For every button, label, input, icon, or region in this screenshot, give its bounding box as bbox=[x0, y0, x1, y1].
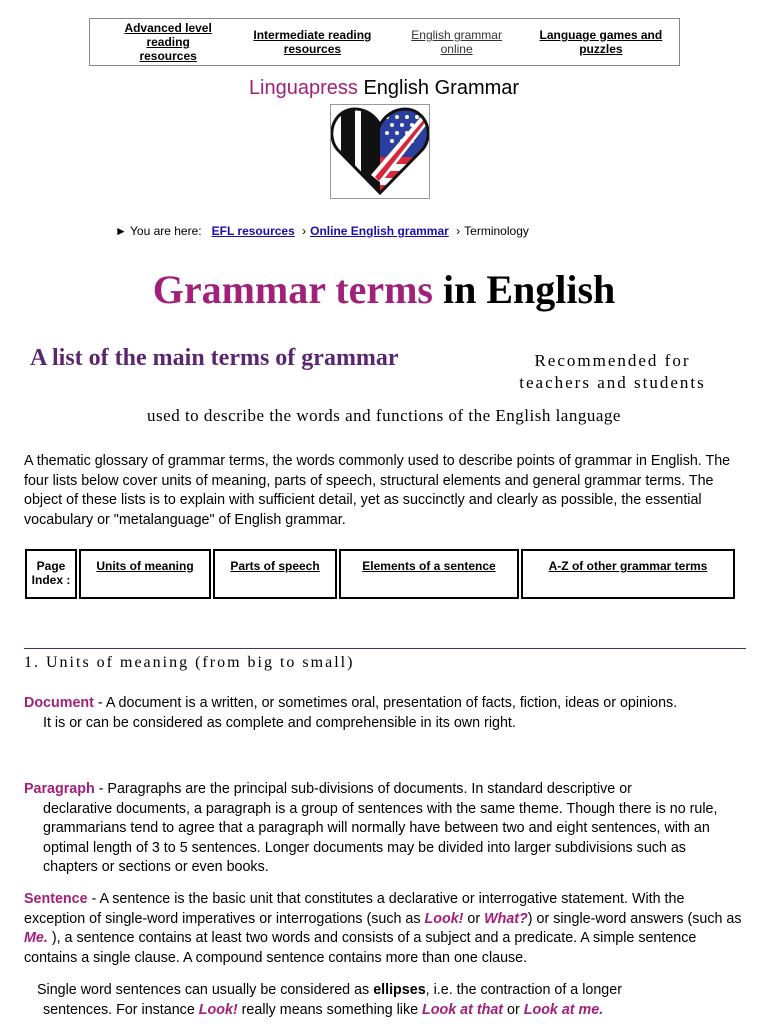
site-title bbox=[0, 77, 768, 100]
breadcrumb-separator: › bbox=[456, 224, 461, 238]
breadcrumb bbox=[115, 224, 529, 238]
top-navigation bbox=[89, 18, 680, 66]
recommendation-line-1: Recommended for bbox=[534, 351, 691, 370]
index-cell-units bbox=[79, 549, 211, 599]
flag-heart-logo[interactable] bbox=[330, 104, 430, 199]
example-look-2: Look! bbox=[198, 1001, 238, 1018]
term-paragraph: Paragraph bbox=[24, 781, 95, 797]
nav-advanced-reading-link[interactable]: Advanced level reading resources bbox=[124, 21, 212, 63]
page-index-label: Page Index : bbox=[25, 549, 77, 599]
breadcrumb-online-grammar-link[interactable]: Online English grammar bbox=[310, 224, 449, 238]
nav-language-games-link[interactable]: Language games and puzzles bbox=[539, 28, 663, 56]
section-divider bbox=[24, 648, 746, 649]
flag-heart-icon bbox=[331, 105, 429, 198]
entry-sentence: Sentence - A sentence is the basic unit that constitutes a declarative or interrogative statement. With the exception of single-word imperatives or interrogations (such as Look! or What?) or single-word answers (such as Me. ), a sentence contains at least two words and consists of a subject and a predicate. A simple sentence contains a single clause. A compound sentence contains more than one clause. bbox=[24, 891, 742, 966]
example-look-at-that: Look at that bbox=[422, 1001, 504, 1018]
example-look-at-me: Look at me. bbox=[523, 1001, 604, 1018]
index-az-grammar-terms-link[interactable]: A-Z of other grammar terms bbox=[548, 559, 708, 573]
index-elements-of-sentence-link[interactable]: Elements of a sentence bbox=[362, 559, 496, 573]
term-document: Document bbox=[24, 695, 94, 711]
entry-document: Document - A document is a written, or sometimes oral, presentation of facts, fiction, ideas or opinions. It is or can be considered as complete and comprehensible in its own right. bbox=[24, 695, 678, 731]
term-ellipses: ellipses bbox=[373, 982, 426, 998]
page-title bbox=[0, 266, 768, 313]
intro-paragraph: A thematic glossary of grammar terms, the words commonly used to describe points of grammar in English. The four lists below cover units of meaning, parts of speech, structural elements and general grammar terms. The object of these lists is to explain with sufficient detail, yet as succinctly and clearly as possible, the essential vocabulary or "metalanguage" of English grammar. bbox=[24, 453, 731, 528]
breadcrumb-current: Terminology bbox=[464, 224, 529, 238]
nav-grammar-online-link[interactable]: English grammar online bbox=[411, 28, 502, 56]
recommendation-line-2: teachers and students bbox=[519, 373, 706, 392]
page-title-highlight: Grammar terms bbox=[152, 267, 433, 312]
page-index-table bbox=[25, 549, 737, 599]
breadcrumb-prefix: ► You are here: bbox=[115, 224, 202, 238]
index-parts-of-speech-link[interactable]: Parts of speech bbox=[230, 559, 320, 573]
entry-paragraph: Paragraph - Paragraphs are the principal sub-divisions of documents. In standard descriptive or declarative documents, a paragraph is a group of sentences with the same theme. Though there is no rule, grammarians tend to agree that a paragraph will normally have between two and eight sentences, with an optimal length of 3 to 5 sentences. Longer documents may be divided into larger subdivisions such as chapters or sections or even books. bbox=[24, 781, 718, 875]
page-title-rest: in English bbox=[432, 267, 616, 312]
index-cell-az bbox=[521, 549, 735, 599]
section-title: 1. Units of meaning (from big to small) bbox=[24, 654, 355, 671]
entry-single-word-sentences: Single word sentences can usually be considered as ellipses, i.e. the contraction of a longer sentences. For instance Look! really means something like Look at that or Look at me. bbox=[37, 982, 622, 1018]
index-cell-parts bbox=[213, 549, 337, 599]
breadcrumb-separator: › bbox=[302, 224, 307, 238]
nav-intermediate-reading-link[interactable]: Intermediate reading resources bbox=[253, 28, 372, 56]
index-cell-elements bbox=[339, 549, 519, 599]
site-brand: Linguapress bbox=[248, 77, 358, 99]
example-me: Me. bbox=[24, 930, 48, 946]
subheading: A list of the main terms of grammar bbox=[30, 345, 399, 371]
example-what: What? bbox=[484, 910, 528, 927]
index-units-of-meaning-link[interactable]: Units of meaning bbox=[96, 559, 194, 573]
term-sentence: Sentence bbox=[24, 891, 88, 907]
breadcrumb-efl-resources-link[interactable]: EFL resources bbox=[211, 224, 295, 238]
subtitle-description: used to describe the words and functions of the English language bbox=[147, 406, 621, 425]
recommendation-note bbox=[495, 350, 730, 394]
example-look: Look! bbox=[424, 910, 464, 927]
site-title-rest: English Grammar bbox=[357, 77, 520, 99]
